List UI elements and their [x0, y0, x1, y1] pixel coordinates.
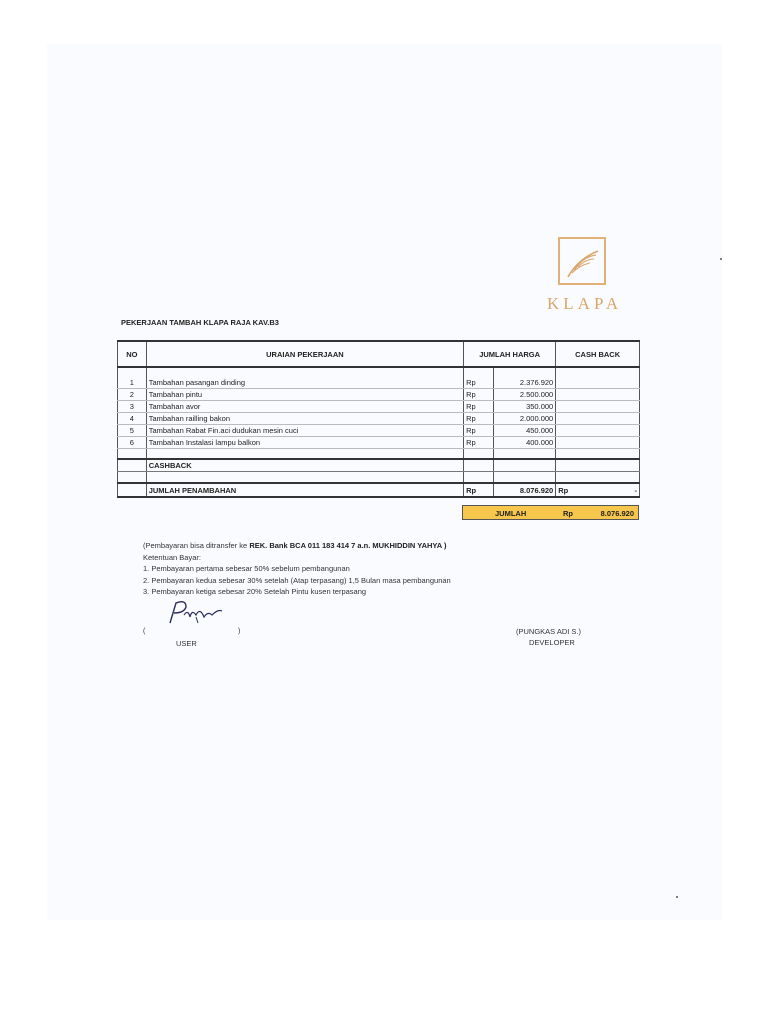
term-item: 3. Pembayaran ketiga sebesar 20% Setelah Pintu kusen terpasang [143, 587, 367, 596]
cashback-label: CASHBACK [146, 459, 463, 472]
developer-role: DEVELOPER [529, 638, 575, 647]
terms-heading: Ketentuan Bayar: [143, 552, 201, 562]
header-description: URAIAN PEKERJAAN [146, 341, 463, 367]
document-title: PEKERJAAN TAMBAH KLAPA RAJA KAV.B3 [121, 318, 279, 327]
row-cashback [556, 437, 640, 449]
leaf-icon [558, 237, 606, 285]
table-row [118, 401, 640, 413]
row-cashback [556, 389, 640, 401]
row-description: Tambahan pintu [146, 389, 463, 401]
row-description: Tambahan Rabat Fin.aci dudukan mesin cuci [146, 425, 463, 437]
developer-name: (PUNGKAS ADI S.) [516, 627, 582, 636]
row-currency: Rp [464, 437, 494, 449]
spacer-row [118, 472, 640, 484]
row-cashback [556, 377, 640, 389]
total-cashback-currency: Rp [558, 485, 569, 495]
table-row [118, 377, 640, 389]
total-amount: 8.076.920 [493, 483, 555, 497]
user-role: USER [176, 639, 197, 648]
row-no: 1 [118, 377, 147, 389]
table-row [118, 437, 640, 449]
row-amount: 350.000 [493, 401, 555, 413]
total-label: JUMLAH PENAMBAHAN [146, 483, 463, 497]
total-row [118, 483, 640, 497]
row-amount: 2.500.000 [493, 389, 555, 401]
header-cashback: CASH BACK [556, 341, 640, 367]
row-currency: Rp [464, 413, 494, 425]
header-no: NO [118, 341, 147, 367]
row-cashback [556, 425, 640, 437]
table-row [118, 425, 640, 437]
table-row [118, 389, 640, 401]
total-cashback [556, 483, 640, 497]
row-amount: 450.000 [493, 425, 555, 437]
signature-image [160, 597, 230, 629]
grand-total-amount: 8.076.920 [600, 509, 634, 518]
row-description: Tambahan pasangan dinding [146, 377, 463, 389]
table-row [118, 413, 640, 425]
term-item: 2. Pembayaran kedua sebesar 30% setelah (Atap terpasang) 1,5 Bulan masa pembangunan [143, 575, 451, 585]
row-description: Tambahan railling bakon [146, 413, 463, 425]
logo-wordmark: KLAPA [547, 294, 623, 313]
user-bracket-open: ( [143, 628, 146, 635]
grand-total-label: JUMLAH [495, 509, 527, 518]
spacer-row [118, 449, 640, 460]
klapa-logo [547, 237, 625, 314]
row-cashback [556, 401, 640, 413]
transfer-instruction: (Pembayaran bisa ditransfer ke REK. Bank BCA 011 183 414 7 a.n. MUKHIDDIN YAHYA ) [143, 541, 447, 550]
row-amount: 2.000.000 [493, 413, 555, 425]
total-cashback-amount: - [634, 485, 637, 495]
spacer-row [118, 367, 640, 377]
scan-speck [676, 896, 678, 898]
bank-account: REK. Bank BCA 011 183 414 7 a.n. MUKHIDDIN YAHYA ) [249, 541, 447, 550]
row-no: 4 [118, 413, 147, 425]
row-currency: Rp [464, 377, 494, 389]
row-no: 2 [118, 389, 147, 401]
row-no: 6 [118, 437, 147, 449]
row-description: Tambahan Instalasi lampu balkon [146, 437, 463, 449]
header-amount: JUMLAH HARGA [464, 341, 556, 367]
grand-total-box [462, 505, 639, 520]
row-description: Tambahan avor [146, 401, 463, 413]
row-amount: 400.000 [493, 437, 555, 449]
cashback-row [118, 459, 640, 472]
row-currency: Rp [464, 401, 494, 413]
row-currency: Rp [464, 389, 494, 401]
table-header-row [118, 341, 640, 367]
scan-speck [720, 258, 722, 260]
payment-notes [143, 540, 451, 598]
row-cashback [556, 413, 640, 425]
row-amount: 2.376.920 [493, 377, 555, 389]
row-currency: Rp [464, 425, 494, 437]
term-item: 1. Pembayaran pertama sebesar 50% sebelum pembangunan [143, 564, 350, 573]
user-bracket-close: ) [238, 628, 241, 635]
work-items-table [117, 340, 640, 498]
row-no: 3 [118, 401, 147, 413]
total-currency: Rp [464, 483, 494, 497]
grand-total-currency: Rp [563, 509, 573, 518]
row-no: 5 [118, 425, 147, 437]
